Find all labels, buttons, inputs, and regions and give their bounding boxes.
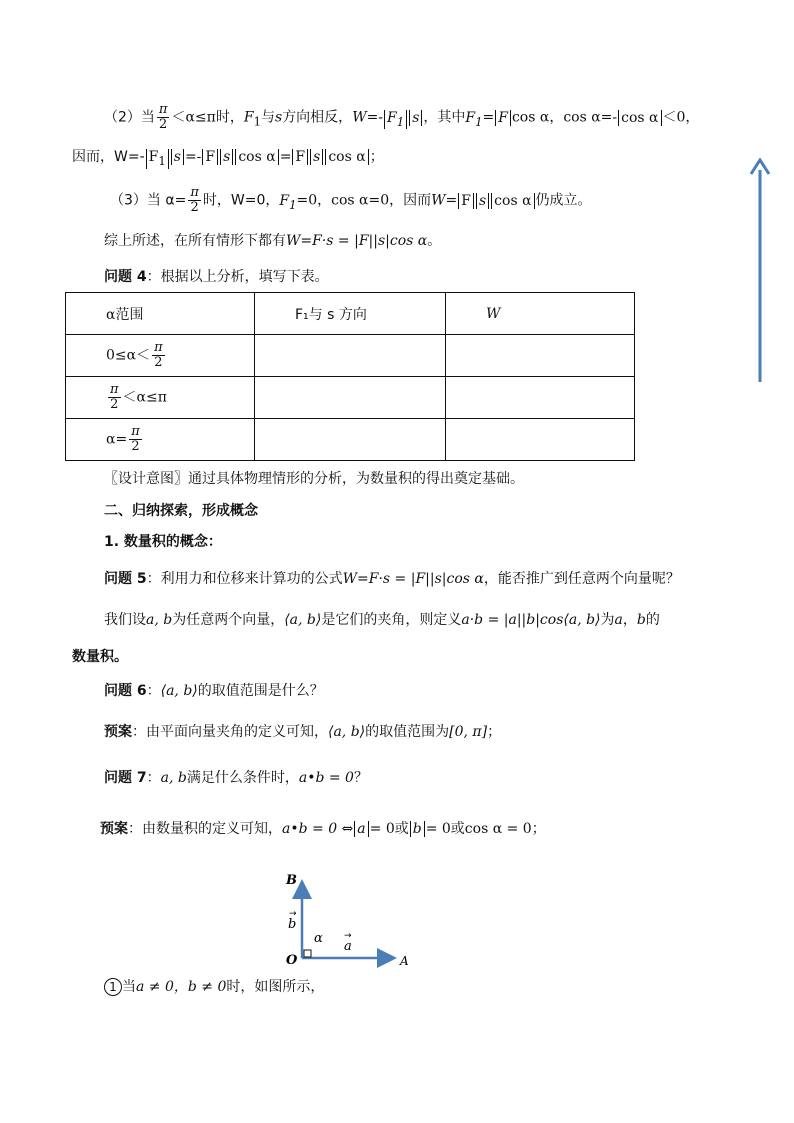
text: 因而，W=-	[72, 149, 145, 165]
header-cell: F₁与 s 方向	[255, 293, 446, 335]
paragraph-case-3	[110, 186, 592, 215]
text: ＜α≤π时，	[171, 109, 244, 126]
range-cell	[66, 377, 255, 419]
condition: b ≠ 0	[187, 979, 227, 995]
text: ；	[487, 724, 502, 740]
abs-s: s	[220, 149, 233, 165]
subscript: 1	[253, 114, 261, 129]
denominator: 2	[190, 200, 199, 215]
abs-f: F	[495, 110, 511, 126]
text: ，其中	[423, 109, 466, 126]
answer-cell[interactable]	[446, 335, 635, 377]
abs-s: s	[171, 149, 184, 165]
text: ：	[146, 770, 161, 786]
abs-f1: $F_1$	[146, 149, 169, 169]
fraction	[108, 383, 121, 412]
numerator: π	[158, 102, 168, 117]
formula: W=F·s = |F||s|cos α	[342, 571, 484, 587]
vector-b: b	[636, 612, 646, 628]
definition-line-2: 数量积。	[72, 649, 128, 665]
text: ？	[353, 770, 368, 786]
abs-cos: cos α	[491, 193, 534, 209]
vector-arrow-mark: →	[344, 931, 352, 941]
abs-cos: cos α	[235, 149, 278, 165]
denominator: 2	[159, 117, 168, 132]
table-header-row	[66, 293, 635, 335]
text: 。	[427, 233, 442, 249]
subsection-heading: 1. 数量积的概念：	[104, 534, 222, 550]
text: =	[279, 149, 292, 165]
question-label: 问题 7	[104, 770, 147, 786]
answer-label: 预案	[100, 821, 128, 837]
condition: = 0或	[369, 821, 409, 837]
text: =	[482, 109, 495, 126]
question-label: 问题 4	[104, 269, 147, 285]
text: 我们设	[104, 612, 146, 628]
formula: a·b = |a||b|cos⟨a, b⟩	[461, 612, 601, 628]
text: =-	[184, 149, 202, 165]
formula: W=F·s = |F||s|cos α	[286, 233, 428, 249]
question-4	[104, 266, 329, 288]
answer-cell[interactable]	[446, 377, 635, 419]
denominator: 2	[154, 355, 163, 370]
paragraph-case-2	[104, 103, 699, 132]
text: （3）当 α=	[110, 192, 187, 209]
text: ：由数量积的定义可知，	[128, 821, 282, 837]
condition: = 0或cos α = 0	[425, 821, 532, 837]
text: ：根据以上分析，填写下表。	[146, 269, 329, 285]
text: =0，cos α=0，因而	[296, 192, 432, 209]
answer-7	[100, 818, 546, 840]
answer-label: 预案	[104, 724, 132, 740]
text: 满足什么条件时，	[186, 770, 299, 786]
condition: a•b = 0 ⇔	[282, 821, 354, 837]
paragraph-therefore	[72, 146, 384, 169]
text: ；	[531, 821, 546, 837]
angle: ⟨a, b⟩	[284, 612, 322, 628]
numerator: π	[131, 424, 140, 439]
abs-cos: cos α	[325, 149, 368, 165]
text: 时，如图所示，	[226, 979, 325, 995]
answer-cell[interactable]	[255, 335, 446, 377]
header-cell: W	[446, 293, 635, 335]
vector-s: s	[275, 109, 283, 126]
formula: W=-	[352, 109, 384, 126]
abs-f1: $F_1$	[384, 110, 407, 130]
formula: W=	[431, 192, 458, 209]
vector-f1: $F_1$	[279, 192, 297, 212]
denominator: 2	[110, 397, 119, 412]
question-label: 问题 5	[104, 571, 147, 587]
table-row	[66, 377, 635, 419]
abs-s: s	[409, 110, 422, 126]
angle: ⟨a, b⟩	[160, 683, 198, 699]
text: ，cos α=-	[549, 109, 618, 126]
design-intent: 〖设计意图〗通过具体物理情形的分析，为数量积的得出奠定基础。	[104, 471, 524, 487]
circled-number: 1	[104, 978, 122, 996]
cos: cos α	[511, 109, 550, 126]
text: 为任意两个向量，	[172, 612, 285, 628]
text: 当	[122, 979, 136, 995]
vector-angle-diagram	[276, 868, 416, 972]
label-alpha: α	[314, 931, 323, 946]
numerator: π	[110, 382, 119, 397]
text: ：由平面向量夹角的定义可知，	[132, 724, 328, 740]
right-angle-mark	[304, 950, 311, 957]
question-6	[104, 680, 324, 702]
question-label: 问题 6	[104, 683, 147, 699]
condition: a•b = 0	[298, 770, 354, 786]
header-cell: α范围	[66, 293, 255, 335]
range-text: 0≤α＜	[106, 347, 151, 364]
text: ：利用力和位移来计算功的公式	[146, 571, 343, 587]
range-cell	[66, 335, 255, 377]
text: 方向相反，	[282, 109, 353, 126]
vector-arrow-mark: →	[289, 909, 297, 919]
answer-6	[104, 721, 501, 743]
text: 与	[261, 109, 275, 126]
table-row	[66, 335, 635, 377]
fraction	[188, 186, 201, 215]
table-row	[66, 419, 635, 461]
vector-f1: $F_1$	[465, 109, 483, 129]
text: ，	[622, 612, 637, 628]
label-O: O	[286, 953, 298, 968]
label-A: A	[400, 954, 409, 968]
label-a: a	[344, 939, 352, 954]
text: ＜0，	[662, 109, 700, 126]
text: 综上所述，在所有情形下都有	[104, 233, 286, 249]
text: 的	[645, 612, 660, 628]
definition-line-1	[104, 609, 660, 631]
abs-s: s	[476, 193, 489, 209]
text: ，能否推广到任意两个向量呢？	[483, 571, 680, 587]
question-7	[104, 767, 368, 789]
vectors: a, b	[146, 612, 173, 628]
abs-f: F	[292, 149, 308, 165]
analysis-table	[65, 292, 635, 461]
label-B: B	[286, 873, 297, 888]
text: 仍成立。	[535, 192, 592, 209]
section-heading: 二、归纳探索，形成概念	[104, 503, 258, 519]
text: 的取值范围为	[365, 724, 450, 740]
text: 是它们的夹角，则定义	[321, 612, 462, 628]
angle: ⟨a, b⟩	[328, 724, 366, 740]
abs-f: F	[458, 193, 474, 209]
vector-a: a	[614, 612, 623, 628]
text: ；	[369, 149, 384, 165]
abs-cos: cos α	[618, 110, 661, 126]
abs-s: s	[310, 149, 323, 165]
answer-cell[interactable]	[446, 419, 635, 461]
abs-a: a	[354, 821, 368, 837]
fraction	[157, 103, 170, 132]
text: ：	[146, 683, 161, 699]
answer-cell[interactable]	[255, 377, 446, 419]
up-arrow-icon	[748, 158, 772, 384]
text: （2）当	[104, 109, 155, 126]
range: [0, π]	[449, 724, 488, 740]
text: 为	[600, 612, 615, 628]
answer-cell[interactable]	[255, 419, 446, 461]
case-1	[104, 976, 324, 998]
text: 的取值范围是什么？	[197, 683, 324, 699]
range-text: α=	[106, 431, 128, 448]
fraction	[152, 341, 165, 370]
fraction	[129, 425, 142, 454]
vectors: a, b	[160, 770, 187, 786]
vector-f1: F	[243, 109, 254, 126]
numerator: π	[154, 340, 163, 355]
numerator: π	[190, 185, 199, 200]
range-text: ＜α≤π	[122, 389, 167, 406]
label-b: b	[288, 917, 297, 932]
abs-b: b	[410, 821, 425, 837]
condition: a ≠ 0，	[136, 979, 188, 995]
abs-f: F	[202, 149, 218, 165]
text: 时，W=0，	[202, 192, 280, 209]
paragraph-summary	[104, 230, 441, 252]
question-5	[104, 568, 680, 590]
denominator: 2	[131, 439, 140, 454]
range-cell	[66, 419, 255, 461]
